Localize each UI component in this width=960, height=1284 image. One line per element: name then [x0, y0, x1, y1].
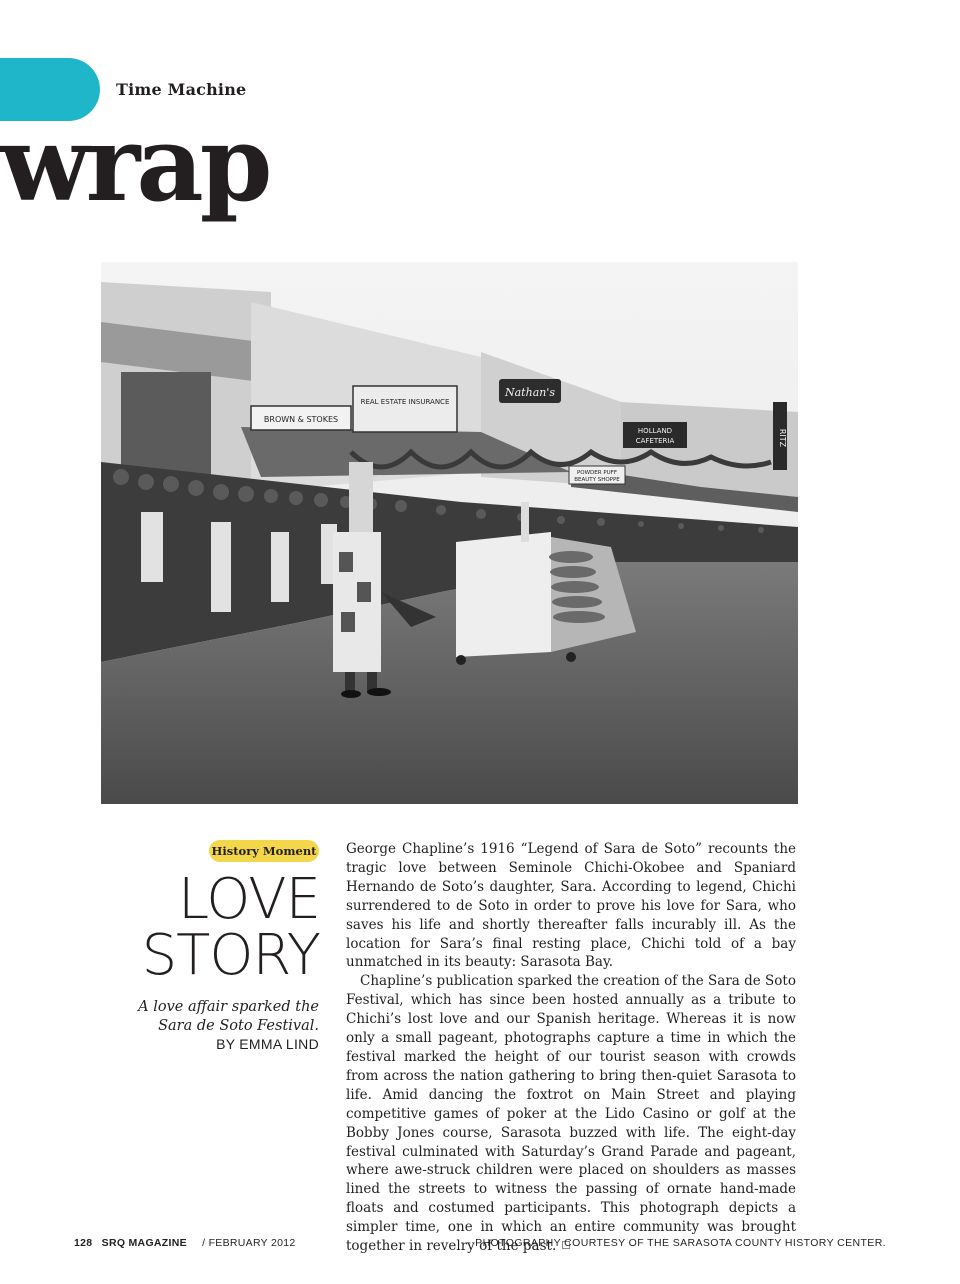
sign-cafeteria: CAFETERIA	[635, 437, 675, 445]
page-number: 128	[74, 1237, 93, 1249]
article-deck: A love affair sparked the Sara de Soto Festival.	[138, 999, 319, 1034]
sign-real-estate: REAL ESTATE INSURANCE	[360, 398, 450, 406]
article-paragraph-2-text: Chapline’s publication sparked the creation of the Sara de Soto Festival, which has since been hosted annually as a tribute to Chichi’s lost love and our Spanish heritage. Whereas it is now only a small pageant, photographs capture a time in which the festival marked the height of our tourist season with crowds from across the nation gathering to bring then-quiet Sarasota to life. Amid dancing the foxtrot on Main Street and playing competitive games of poker at the Lido Casino or golf at the Bobby Jones course, Sarasota buzzed with life. The eight-day festival culminated with Saturday’s Grand Parade and pageant, where awe-struck children were placed on shoulders as masses lined the streets to witness the passing of ornate hand-made floats and costumed participants. This photograph depicts a simpler time, one in which an entire community was brought together in revelry of the past.	[346, 973, 796, 1255]
page-title: wrap	[0, 102, 269, 225]
parade-photo	[101, 262, 798, 804]
article-body	[346, 840, 796, 1256]
parade-photo-illustration	[101, 262, 798, 804]
section-label: Time Machine	[116, 80, 247, 99]
sign-nathans: Nathan's	[505, 386, 555, 399]
sign-ritz: RITZ	[778, 428, 787, 448]
footer-folio	[74, 1237, 296, 1249]
article-paragraph-1: George Chapline’s 1916 “Legend of Sara de Soto” recounts the tragic love between Seminole Chichi-Okobee and Spaniard Hernando de Soto’s daughter, Sara. According to legend, Chichi surrendered to de Soto in order to prove his love for Sara, who saves his life and shortly thereafter falls incurably ill. As the location for Sara’s final resting place, Chichi told of a bay unmatched in its beauty: Sarasota Bay.	[346, 841, 796, 971]
sign-beauty-shoppe: BEAUTY SHOPPE	[574, 477, 620, 483]
sign-powder-puff: POWDER PUFF	[576, 470, 618, 476]
article-headline	[141, 867, 320, 988]
article-paragraph-2	[346, 972, 796, 1256]
photo-credit: PHOTOGRAPHY COURTESY OF THE SARASOTA COUNTY HISTORY CENTER.	[475, 1237, 886, 1249]
sign-brown-stokes: BROWN & STOKES	[263, 415, 339, 424]
history-moment-badge: History Moment	[209, 840, 319, 862]
article-byline: BY EMMA LIND	[216, 1036, 319, 1052]
sign-holland: HOLLAND	[637, 427, 673, 435]
issue-date: / FEBRUARY 2012	[202, 1237, 296, 1249]
headline-line-2: STORY	[141, 923, 320, 988]
headline-line-1: LOVE	[178, 867, 320, 932]
magazine-name: SRQ MAGAZINE	[101, 1237, 187, 1249]
